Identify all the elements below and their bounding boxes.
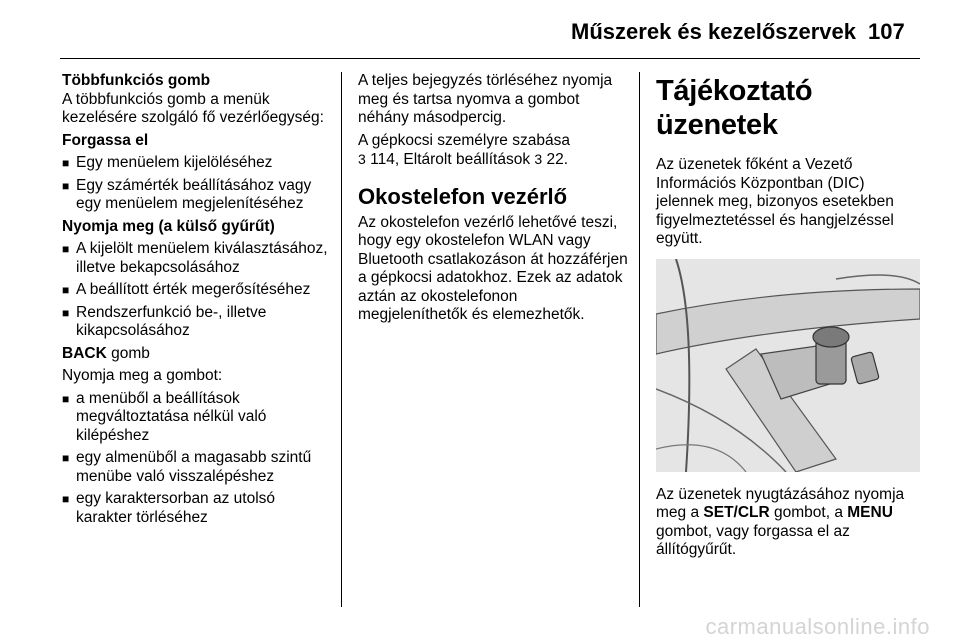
press-heading: Nyomja meg (a külső gyűrűt)	[62, 217, 275, 235]
info-messages-paragraph: Az üzenetek főként a Vezető Információs Központban (DIC) jelennek meg, bizonyos esetekben figyelmeztetéssel és hangjelzéssel együtt.	[656, 156, 894, 247]
page-header	[0, 0, 960, 60]
list-item: ■ Rendszerfunkció be-, illetve kikapcsolásához	[62, 303, 267, 339]
personalization-reference: A gépkocsi személyre szabása 3 114, Eltárolt beállítások 3 22.	[358, 131, 570, 168]
column-middle	[358, 72, 630, 325]
smartphone-paragraph: Az okostelefon vezérlő lehetővé teszi, hogy egy okostelefon WLAN vagy Bluetooth csatlakozáson át hozzáférjen a gépkocsi adatokhoz. Ezek az adatok aztán az okostelefonon megjeleníthetők és elemezhetők.	[358, 213, 628, 323]
header-divider	[60, 58, 920, 59]
section-heading-smartphone-controller: Okostelefon vezérlő	[358, 183, 568, 209]
bullet-icon: ■	[62, 305, 70, 320]
bullet-icon: ■	[62, 178, 70, 193]
bullet-icon: ■	[62, 391, 70, 406]
bullet-icon: ■	[62, 156, 70, 170]
back-button-heading: BACK gomb	[62, 344, 150, 362]
list-item: ■ a menüből a beállítások megváltoztatása nélkül való kilépéshez	[62, 389, 267, 444]
set-clr-label: SET/CLR	[703, 504, 770, 521]
list-item: ■ egy almenüből a magasabb szintű menübe való visszalépéshez	[62, 449, 312, 485]
section-heading-multifunction-knob: Többfunkciós gomb	[62, 72, 211, 89]
column-divider	[639, 72, 640, 607]
list-item: ■ A kijelölt menüelem kiválasztásához, illetve bekapcsolásához	[62, 240, 328, 276]
turn-heading: Forgassa el	[62, 131, 149, 149]
bullet-icon: ■	[62, 451, 70, 465]
acknowledge-paragraph: Az üzenetek nyugtázásához nyomja meg a SET/CLR gombot, a MENU gombot, vagy forgassa el az állítógyűrűt.	[656, 485, 905, 558]
page-number: 107	[868, 19, 905, 44]
steering-column-stalk-illustration	[656, 259, 920, 472]
column-right	[656, 72, 926, 560]
list-item: ■ A beállított érték megerősítéséhez	[62, 281, 311, 298]
delete-entry-paragraph: A teljes bejegyzés törléséhez nyomja meg és tartsa nyomva a gombot néhány másodpercig.	[358, 72, 613, 126]
section-heading-info-messages: Tájékoztató üzenetek	[656, 75, 813, 141]
list-item: ■ Egy menüelem kijelöléséhez	[62, 154, 273, 171]
column-left	[62, 72, 332, 527]
stalk-drawing	[656, 259, 920, 472]
bullet-icon: ■	[62, 283, 70, 297]
back-label: BACK	[62, 344, 107, 362]
menu-label: MENU	[847, 504, 893, 521]
bullet-icon: ■	[62, 492, 70, 506]
cross-reference-icon: 3	[358, 151, 366, 167]
back-intro: Nyomja meg a gombot:	[62, 367, 223, 384]
bullet-icon: ■	[62, 242, 70, 256]
multifunction-intro: A többfunkciós gomb a menük kezelésére szolgáló fő vezérlőegység:	[62, 90, 324, 126]
column-divider	[341, 72, 342, 607]
list-item: ■ Egy számérték beállításához vagy egy menüelem megjelenítéséhez	[62, 176, 312, 212]
page-header-title: Műszerek és kezelőszervek	[571, 19, 856, 44]
list-item: ■ egy karaktersorban az utolsó karakter törléséhez	[62, 490, 276, 526]
watermark: carmanualsonline.info	[705, 614, 930, 639]
cross-reference-icon: 3	[534, 151, 543, 167]
